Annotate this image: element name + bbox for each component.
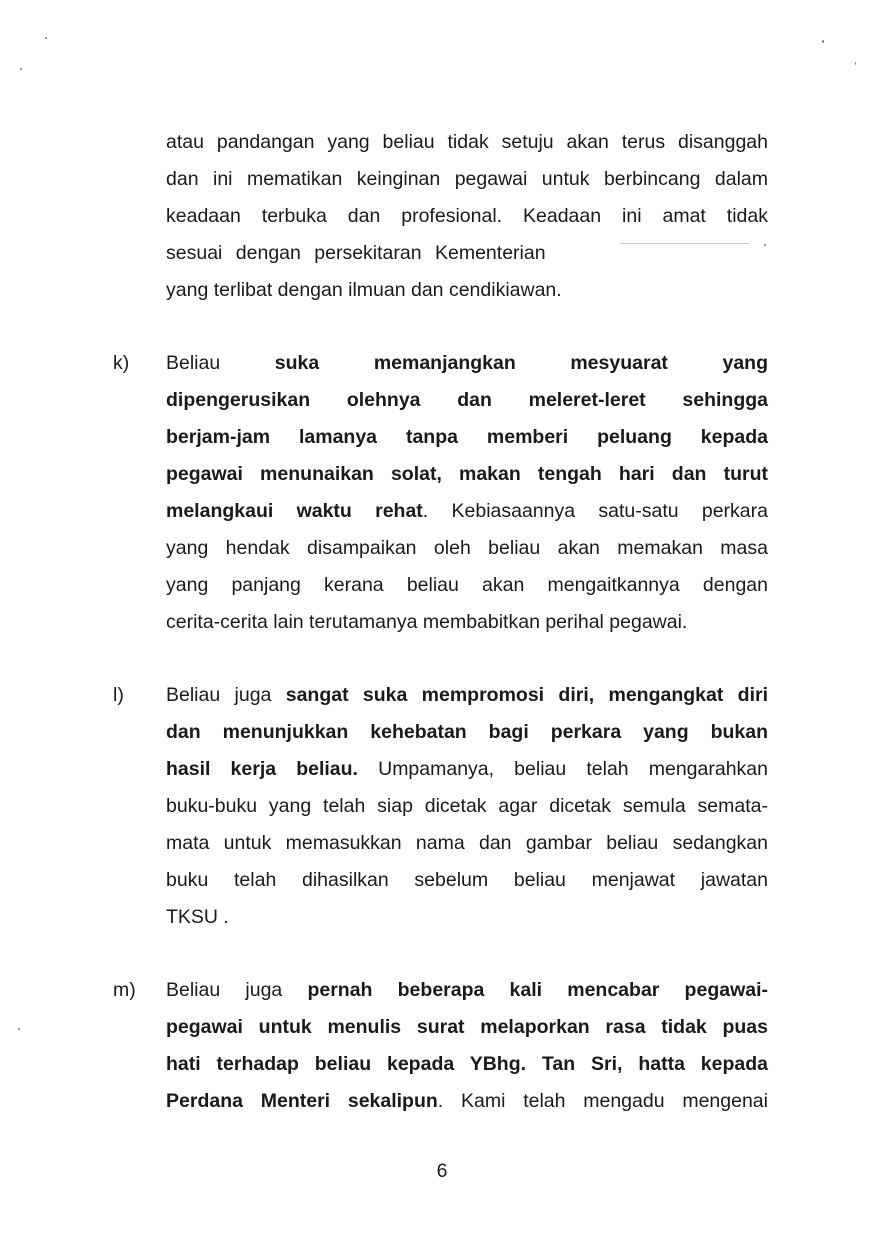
intro-line: keadaan terbuka dan profesional. Keadaan ini amat tidak xyxy=(166,205,768,227)
item-l-line: TKSU . xyxy=(166,906,229,928)
item-k-line: berjam-jam lamanya tanpa memberi peluang kepada xyxy=(166,426,768,448)
item-m-line: Perdana Menteri sekalipun. Kami telah mengadu mengenai xyxy=(166,1090,768,1112)
item-k-line: yang hendak disampaikan oleh beliau akan memakan masa xyxy=(166,537,768,559)
item-l-line: Beliau juga sangat suka mempromosi diri, mengangkat diri xyxy=(166,684,768,706)
item-l-line: hasil kerja beliau. Umpamanya, beliau telah mengarahkan xyxy=(166,758,768,780)
item-k-line: melangkaui waktu rehat. Kebiasaannya satu-satu perkara xyxy=(166,500,768,522)
item-k-line: Beliau suka memanjangkan mesyuarat yang xyxy=(166,352,768,374)
intro-line: atau pandangan yang beliau tidak setuju akan terus disanggah xyxy=(166,131,768,153)
item-l-line: buku telah dihasilkan sebelum beliau menjawat jawatan xyxy=(166,869,768,891)
item-m-line: pegawai untuk menulis surat melaporkan rasa tidak puas xyxy=(166,1016,768,1038)
item-m-line: Beliau juga pernah beberapa kali mencabar pegawai- xyxy=(166,979,768,1001)
item-k-line: pegawai menunaikan solat, makan tengah hari dan turut xyxy=(166,463,768,485)
scan-speck xyxy=(45,37,47,39)
item-l-line: dan menunjukkan kehebatan bagi perkara yang bukan xyxy=(166,721,768,743)
item-m-label: m) xyxy=(113,979,136,1001)
intro-line: sesuai dengan persekitaran Kementerian xyxy=(166,242,546,264)
item-l-line: mata untuk memasukkan nama dan gambar beliau sedangkan xyxy=(166,832,768,854)
item-l-line: buku-buku yang telah siap dicetak agar dicetak semula semata- xyxy=(166,795,768,817)
intro-line: dan ini mematikan keinginan pegawai untuk berbincang dalam xyxy=(166,168,768,190)
item-l-label: l) xyxy=(113,684,124,706)
scan-speck xyxy=(822,40,824,43)
item-k-line: cerita-cerita lain terutamanya membabitkan perihal pegawai. xyxy=(166,611,688,633)
scan-speck xyxy=(18,1028,20,1030)
scan-speck xyxy=(855,62,856,65)
item-k-line: yang panjang kerana beliau akan mengaitkannya dengan xyxy=(166,574,768,596)
item-k-line: dipengerusikan olehnya dan meleret-leret sehingga xyxy=(166,389,768,411)
item-m-line: hati terhadap beliau kepada YBhg. Tan Sri, hatta kepada xyxy=(166,1053,768,1075)
intro-line: yang terlibat dengan ilmuan dan cendikiawan. xyxy=(166,279,562,301)
scan-speck xyxy=(20,68,22,70)
page-number: 6 xyxy=(436,1160,448,1182)
item-k-label: k) xyxy=(113,352,130,374)
